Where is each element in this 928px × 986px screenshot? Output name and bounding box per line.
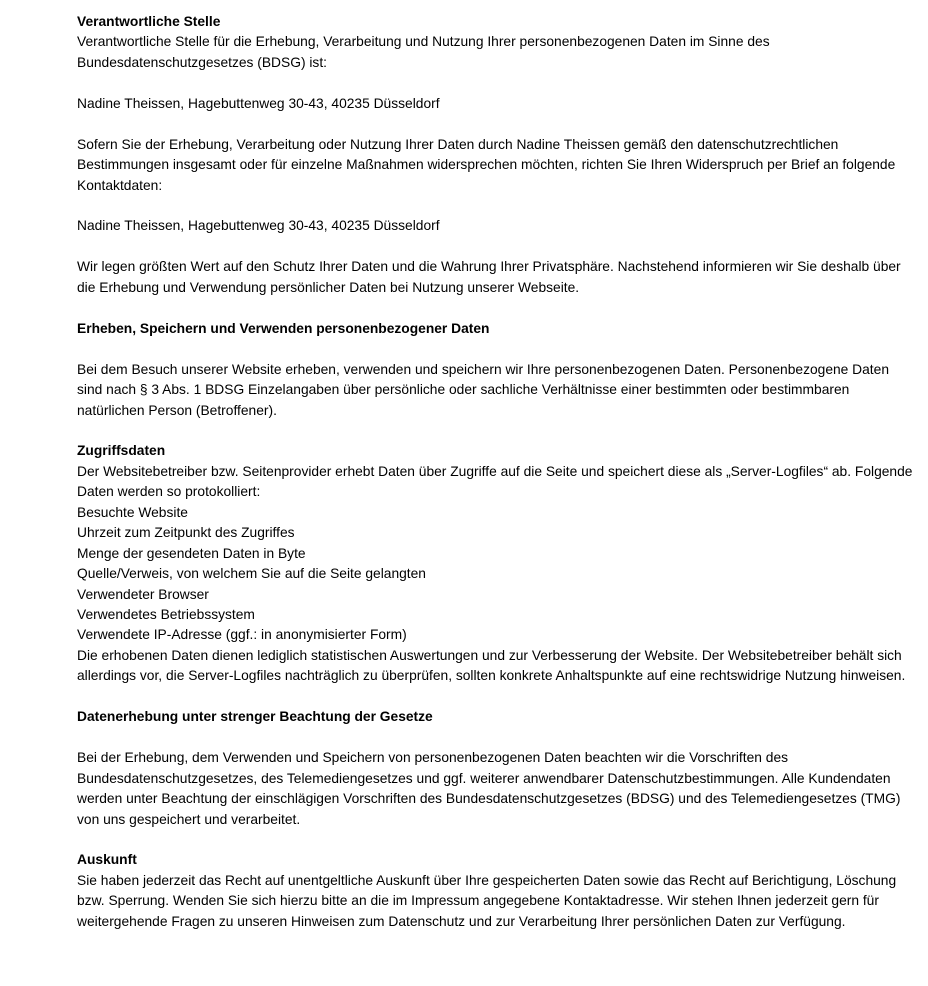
paragraph-widerspruch: Sofern Sie der Erhebung, Verarbeitung oder Nutzung Ihrer Daten durch Nadine Theissen gemäß den datenschutzrechtlichen Bestimmungen insgesamt oder für einzelne Maßnahmen widersprechen möchten, richten Sie Ihren Widerspruch per Brief an folgende Kontaktdaten: [77,136,896,193]
heading-verantwortliche-stelle: Verantwortliche Stelle [77,14,221,29]
log-item-besuchte-website: Besuchte Website [77,504,188,520]
paragraph-datenerhebung: Bei der Erhebung, dem Verwenden und Speichern von personenbezogenen Daten beachten wir die Vorschriften des Bundesdatenschutzgesetzes, des Telemediengesetzes und ggf. weiterer anwendbarer Datenschutzbestimmungen. Alle Kundendaten werden unter Beachtung der einschlägigen Vorschriften des Bundesdatenschutzgesetzes (BDSG) und des Telemediengesetzes (TMG) von uns gespeichert und verarbeitet. [77,750,901,827]
contact-address-line: Nadine Theissen, Hagebuttenweg 30-43, 40235 Düsseldorf [77,95,440,111]
section-datenerhebung [77,707,913,830]
log-item-quelle-verweis: Quelle/Verweis, von welchem Sie auf die Seite gelangten [77,566,426,582]
paragraph-verantwortliche-stelle-intro: Verantwortliche Stelle für die Erhebung, Verarbeitung und Nutzung Ihrer personenbezogenen Daten im Sinne des Bundesdatenschutzgesetzes (BDSG) ist: [77,34,770,70]
heading-zugriffsdaten: Zugriffsdaten [77,443,166,459]
section-zugriffsdaten [77,441,913,686]
paragraph-zugriffsdaten-intro: Der Websitebetreiber bzw. Seitenprovider erhebt Daten über Zugriffe auf die Seite und speichert diese als „Server-Logfiles“ ab. Folgende Daten werden so protokolliert: [77,463,913,500]
paragraph-erheben-speichern-verwenden: Bei dem Besuch unserer Website erheben, verwenden und speichern wir Ihre personenbezogenen Daten. Personenbezogene Daten sind nach § 3 Abs. 1 BDSG Einzelangaben über persönliche oder sachliche Verhältnisse einer bestimmten oder bestimmbaren natürlichen Person (Betroffener). [77,361,889,418]
log-item-datenmenge: Menge der gesendeten Daten in Byte [77,545,306,561]
section-auskunft [77,850,913,932]
log-item-ip-adresse: Verwendete IP-Adresse (ggf.: in anonymisierter Form) [77,627,407,643]
heading-datenerhebung: Datenerhebung unter strenger Beachtung der Gesetze [77,709,433,725]
section-erheben-speichern-verwenden [77,319,913,421]
log-item-browser: Verwendeter Browser [77,586,209,602]
paragraph-auskunft: Sie haben jederzeit das Recht auf unentgeltliche Auskunft über Ihre gespeicherten Daten sowie das Recht auf Berichtigung, Löschung bzw. Sperrung. Wenden Sie sich hierzu bitte an die im Impressum angegebene Kontaktadresse. Wir stehen Ihnen jederzeit gern für weitergehende Fragen zu unseren Hinweisen zum Datenschutz und zur Verarbeitung Ihrer persönlichen Daten zur Verfügung. [77,872,897,929]
heading-erheben-speichern-verwenden: Erheben, Speichern und Verwenden personenbezogener Daten [77,320,490,336]
paragraph-privacy-commitment: Wir legen größten Wert auf den Schutz Ihrer Daten und die Wahrung Ihrer Privatsphäre. Nachstehend informieren wir Sie deshalb über die Erhebung und Verwendung persönlicher Daten bei Nutzung unserer Webseite. [77,259,901,295]
log-item-uhrzeit: Uhrzeit zum Zeitpunkt des Zugriffes [77,525,295,541]
section-verantwortliche-stelle [77,12,913,298]
contact-address-line: Nadine Theissen, Hagebuttenweg 30-43, 40235 Düsseldorf [77,218,440,234]
heading-auskunft: Auskunft [77,852,137,868]
paragraph-zugriffsdaten-outro: Die erhobenen Daten dienen lediglich statistischen Auswertungen und zur Verbesserung der Website. Der Websitebetreiber behält sich allerdings vor, die Server-Logfiles nachträglich zu überprüfen, sollten konkrete Anhaltspunkte auf eine rechtswidrige Nutzung hinweisen. [77,647,906,684]
log-item-betriebssystem: Verwendetes Betriebssystem [77,607,255,623]
